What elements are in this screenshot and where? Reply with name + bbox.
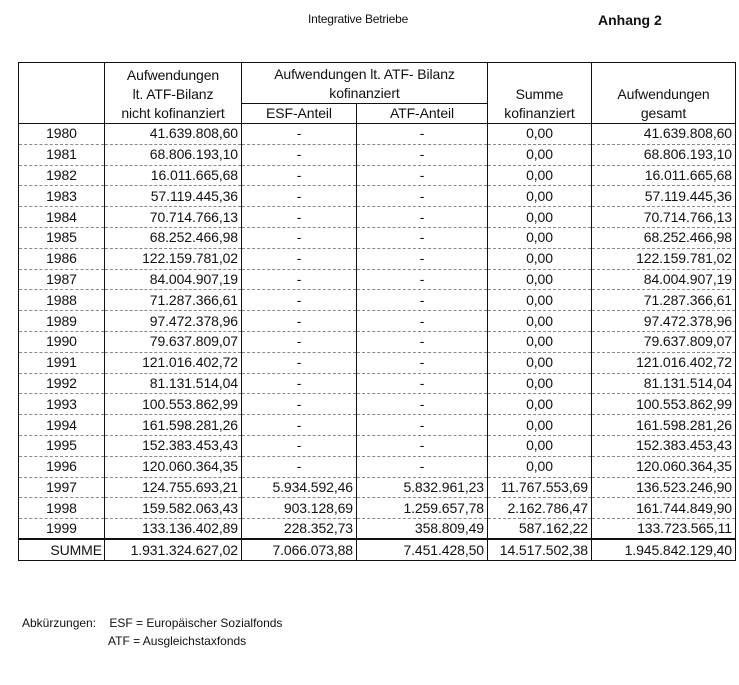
- table-row: [19, 456, 736, 477]
- atf-anteil-cell: -: [357, 435, 488, 456]
- year-cell: 1989: [19, 311, 105, 332]
- document-title: Integrative Betriebe: [308, 12, 409, 26]
- atf-anteil-cell: -: [357, 227, 488, 248]
- esf-anteil-cell: 228.352,73: [242, 519, 357, 540]
- year-cell: 1994: [19, 415, 105, 436]
- header-gesamt: [592, 63, 736, 124]
- table-row: [19, 435, 736, 456]
- table-header: [19, 63, 736, 124]
- abbreviations-note: [22, 614, 282, 650]
- esf-anteil-cell: 5.934.592,46: [242, 477, 357, 498]
- year-cell: 1996: [19, 456, 105, 477]
- atf-anteil-cell: -: [357, 124, 488, 145]
- table-row: [19, 373, 736, 394]
- nicht-kofinanziert-cell: 124.755.693,21: [105, 477, 242, 498]
- nicht-kofinanziert-cell: 100.553.862,99: [105, 394, 242, 415]
- esf-anteil-cell: -: [242, 373, 357, 394]
- esf-anteil-cell: -: [242, 456, 357, 477]
- esf-anteil-cell: -: [242, 290, 357, 311]
- gesamt-cell: 68.252.466,98: [592, 227, 736, 248]
- nicht-kofinanziert-cell: 16.011.665,68: [105, 165, 242, 186]
- nicht-kofinanziert-cell: 97.472.378,96: [105, 311, 242, 332]
- table-row: [19, 415, 736, 436]
- summe-kofinanziert-cell: 2.162.786,47: [488, 498, 592, 519]
- header-line: lt. ATF-Bilanz: [132, 86, 214, 102]
- gesamt-cell: 120.060.364,35: [592, 456, 736, 477]
- total-row: [19, 539, 736, 560]
- table-row: [19, 352, 736, 373]
- table-row: [19, 144, 736, 165]
- table-row: [19, 290, 736, 311]
- year-cell: 1995: [19, 435, 105, 456]
- table-row: [19, 165, 736, 186]
- annex-label: Anhang 2: [598, 12, 662, 28]
- gesamt-cell: 81.131.514,04: [592, 373, 736, 394]
- abbreviation-esf: ESF = Europäischer Sozialfonds: [109, 616, 283, 630]
- year-cell: 1981: [19, 144, 105, 165]
- table-row: [19, 248, 736, 269]
- nicht-kofinanziert-cell: 152.383.453,43: [105, 435, 242, 456]
- table-row: [19, 124, 736, 145]
- nicht-kofinanziert-cell: 122.159.781,02: [105, 248, 242, 269]
- summe-kofinanziert-cell: 0,00: [488, 435, 592, 456]
- nicht-kofinanziert-cell: 68.252.466,98: [105, 227, 242, 248]
- atf-anteil-cell: -: [357, 186, 488, 207]
- nicht-kofinanziert-cell: 41.639.808,60: [105, 124, 242, 145]
- esf-anteil-cell: -: [242, 165, 357, 186]
- gesamt-cell: 71.287.366,61: [592, 290, 736, 311]
- atf-anteil-cell: -: [357, 394, 488, 415]
- esf-anteil-cell: -: [242, 435, 357, 456]
- year-cell: 1987: [19, 269, 105, 290]
- gesamt-cell: 152.383.453,43: [592, 435, 736, 456]
- summe-kofinanziert-cell: 0,00: [488, 186, 592, 207]
- atf-anteil-cell: -: [357, 144, 488, 165]
- nicht-kofinanziert-cell: 81.131.514,04: [105, 373, 242, 394]
- header-nicht-kofinanziert: [105, 63, 242, 124]
- esf-anteil-cell: -: [242, 394, 357, 415]
- summe-kofinanziert-cell: 0,00: [488, 311, 592, 332]
- atf-anteil-cell: 1.259.657,78: [357, 498, 488, 519]
- atf-anteil-cell: -: [357, 456, 488, 477]
- nicht-kofinanziert-cell: 120.060.364,35: [105, 456, 242, 477]
- year-cell: 1997: [19, 477, 105, 498]
- summe-kofinanziert-cell: 0,00: [488, 165, 592, 186]
- header-summe-kofinanziert: [488, 63, 592, 124]
- year-cell: 1992: [19, 373, 105, 394]
- summe-kofinanziert-cell: 0,00: [488, 227, 592, 248]
- nicht-kofinanziert-cell: 161.598.281,26: [105, 415, 242, 436]
- nicht-kofinanziert-cell: 70.714.766,13: [105, 207, 242, 228]
- esf-anteil-cell: -: [242, 311, 357, 332]
- total-nicht-kofinanziert: 1.931.324.627,02: [105, 539, 242, 560]
- year-cell: 1999: [19, 519, 105, 540]
- esf-anteil-cell: -: [242, 415, 357, 436]
- table-row: [19, 186, 736, 207]
- summe-kofinanziert-cell: 0,00: [488, 248, 592, 269]
- atf-anteil-cell: -: [357, 311, 488, 332]
- gesamt-cell: 68.806.193,10: [592, 144, 736, 165]
- atf-anteil-cell: -: [357, 352, 488, 373]
- summe-kofinanziert-cell: 0,00: [488, 269, 592, 290]
- atf-anteil-cell: -: [357, 207, 488, 228]
- atf-anteil-cell: -: [357, 415, 488, 436]
- nicht-kofinanziert-cell: 121.016.402,72: [105, 352, 242, 373]
- header-line: gesamt: [640, 105, 687, 121]
- abbreviations-label: Abkürzungen:: [22, 616, 97, 630]
- summe-kofinanziert-cell: 0,00: [488, 124, 592, 145]
- gesamt-cell: 97.472.378,96: [592, 311, 736, 332]
- gesamt-cell: 161.744.849,90: [592, 498, 736, 519]
- table-row: [19, 207, 736, 228]
- atf-anteil-cell: -: [357, 290, 488, 311]
- nicht-kofinanziert-cell: 57.119.445,36: [105, 186, 242, 207]
- summe-kofinanziert-cell: 0,00: [488, 373, 592, 394]
- summe-kofinanziert-cell: 0,00: [488, 331, 592, 352]
- summe-kofinanziert-cell: 0,00: [488, 352, 592, 373]
- esf-anteil-cell: -: [242, 227, 357, 248]
- table-row: [19, 519, 736, 540]
- nicht-kofinanziert-cell: 159.582.063,43: [105, 498, 242, 519]
- expenditure-table: [18, 62, 736, 561]
- nicht-kofinanziert-cell: 133.136.402,89: [105, 519, 242, 540]
- total-esf-anteil: 7.066.073,88: [242, 539, 357, 560]
- table-row: [19, 269, 736, 290]
- summe-kofinanziert-cell: 11.767.553,69: [488, 477, 592, 498]
- year-cell: 1982: [19, 165, 105, 186]
- summe-kofinanziert-cell: 0,00: [488, 207, 592, 228]
- gesamt-cell: 121.016.402,72: [592, 352, 736, 373]
- header-line: kofinanziert: [504, 105, 575, 121]
- gesamt-cell: 136.523.246,90: [592, 477, 736, 498]
- summe-kofinanziert-cell: 587.162,22: [488, 519, 592, 540]
- gesamt-cell: 84.004.907,19: [592, 269, 736, 290]
- total-gesamt: 1.945.842.129,40: [592, 539, 736, 560]
- esf-anteil-cell: -: [242, 124, 357, 145]
- table-row: [19, 394, 736, 415]
- atf-anteil-cell: 5.832.961,23: [357, 477, 488, 498]
- esf-anteil-cell: -: [242, 331, 357, 352]
- header-line: kofinanziert: [329, 85, 400, 101]
- nicht-kofinanziert-cell: 71.287.366,61: [105, 290, 242, 311]
- header-line: Aufwendungen: [617, 86, 710, 102]
- esf-anteil-cell: -: [242, 207, 357, 228]
- header-line: Aufwendungen: [126, 67, 220, 83]
- summe-kofinanziert-cell: 0,00: [488, 290, 592, 311]
- gesamt-cell: 133.723.565,11: [592, 519, 736, 540]
- table-row: [19, 498, 736, 519]
- esf-anteil-cell: 903.128,69: [242, 498, 357, 519]
- header-line: nicht kofinanziert: [121, 105, 225, 121]
- atf-anteil-cell: -: [357, 373, 488, 394]
- header-line: Summe: [515, 86, 564, 102]
- nicht-kofinanziert-cell: 84.004.907,19: [105, 269, 242, 290]
- table-footer: [19, 539, 736, 560]
- year-cell: 1986: [19, 248, 105, 269]
- esf-anteil-cell: -: [242, 352, 357, 373]
- total-atf-anteil: 7.451.428,50: [357, 539, 488, 560]
- total-label: SUMME: [19, 539, 105, 560]
- gesamt-cell: 41.639.808,60: [592, 124, 736, 145]
- year-cell: 1980: [19, 124, 105, 145]
- year-cell: 1983: [19, 186, 105, 207]
- year-cell: 1991: [19, 352, 105, 373]
- atf-anteil-cell: -: [357, 269, 488, 290]
- summe-kofinanziert-cell: 0,00: [488, 144, 592, 165]
- table-row: [19, 227, 736, 248]
- gesamt-cell: 161.598.281,26: [592, 415, 736, 436]
- year-cell: 1993: [19, 394, 105, 415]
- atf-anteil-cell: -: [357, 248, 488, 269]
- esf-anteil-cell: -: [242, 144, 357, 165]
- table-row: [19, 331, 736, 352]
- header-esf-anteil: ESF-Anteil: [242, 104, 357, 124]
- gesamt-cell: 79.637.809,07: [592, 331, 736, 352]
- atf-anteil-cell: -: [357, 331, 488, 352]
- summe-kofinanziert-cell: 0,00: [488, 415, 592, 436]
- header-line: Aufwendungen lt. ATF- Bilanz: [274, 66, 455, 82]
- nicht-kofinanziert-cell: 79.637.809,07: [105, 331, 242, 352]
- year-cell: 1998: [19, 498, 105, 519]
- table-body: [19, 124, 736, 540]
- esf-anteil-cell: -: [242, 269, 357, 290]
- year-cell: 1988: [19, 290, 105, 311]
- summe-kofinanziert-cell: 0,00: [488, 456, 592, 477]
- year-cell: 1990: [19, 331, 105, 352]
- header-atf-anteil: ATF-Anteil: [357, 104, 488, 124]
- esf-anteil-cell: -: [242, 248, 357, 269]
- header-year: [19, 63, 105, 124]
- table-row: [19, 477, 736, 498]
- gesamt-cell: 16.011.665,68: [592, 165, 736, 186]
- atf-anteil-cell: -: [357, 165, 488, 186]
- gesamt-cell: 122.159.781,02: [592, 248, 736, 269]
- gesamt-cell: 100.553.862,99: [592, 394, 736, 415]
- abbreviation-atf: ATF = Ausgleichstaxfonds: [108, 634, 247, 648]
- nicht-kofinanziert-cell: 68.806.193,10: [105, 144, 242, 165]
- atf-anteil-cell: 358.809,49: [357, 519, 488, 540]
- year-cell: 1985: [19, 227, 105, 248]
- gesamt-cell: 57.119.445,36: [592, 186, 736, 207]
- summe-kofinanziert-cell: 0,00: [488, 394, 592, 415]
- gesamt-cell: 70.714.766,13: [592, 207, 736, 228]
- total-summe-kofinanziert: 14.517.502,38: [488, 539, 592, 560]
- header-kofinanziert-group: [242, 63, 488, 104]
- esf-anteil-cell: -: [242, 186, 357, 207]
- year-cell: 1984: [19, 207, 105, 228]
- table-row: [19, 311, 736, 332]
